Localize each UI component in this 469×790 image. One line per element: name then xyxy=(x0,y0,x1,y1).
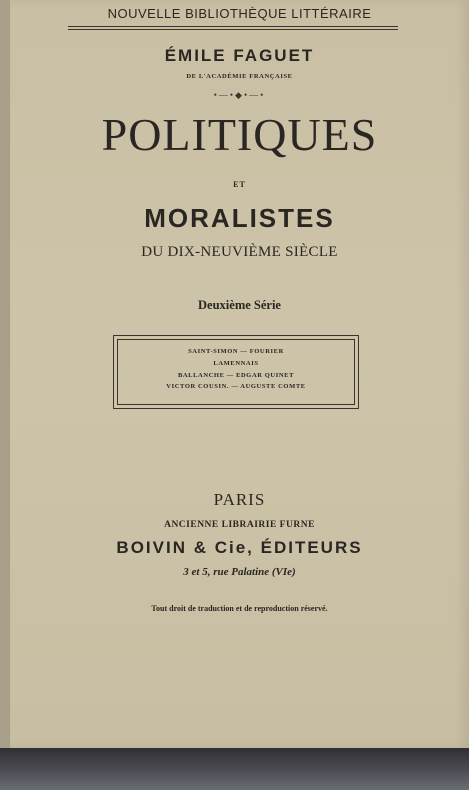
contents-box xyxy=(113,335,359,409)
title-conjunction: ET xyxy=(233,180,246,189)
title-main: POLITIQUES xyxy=(101,109,378,160)
imprint-address: 3 et 5, rue Palatine (VIe) xyxy=(183,566,296,578)
imprint-publisher: BOIVIN & Cie, ÉDITEURS xyxy=(116,538,363,557)
volume-label: Deuxième Série xyxy=(198,298,281,312)
contents-line: BALLANCHE — EDGAR QUINET xyxy=(177,372,295,379)
contents-line: LAMENNAIS xyxy=(213,360,259,367)
rights-notice: Tout droit de traduction et de reproduction réservé. xyxy=(151,604,328,613)
header-rule-double xyxy=(68,29,398,30)
author-affiliation: DE L'ACADÉMIE FRANÇAISE xyxy=(186,73,293,80)
imprint-city: PARIS xyxy=(213,490,266,509)
contents-line: SAINT-SIMON — FOURIER xyxy=(188,348,284,355)
ornament-divider: •—•◆•—• xyxy=(213,90,266,100)
title-subtitle: DU DIX-NEUVIÈME SIÈCLE xyxy=(141,244,338,260)
book-edge xyxy=(0,0,10,748)
background-surface xyxy=(0,748,469,790)
author-name: ÉMILE FAGUET xyxy=(164,46,315,65)
series-name: NOUVELLE BIBLIOTHÈQUE LITTÉRAIRE xyxy=(107,6,372,21)
title-page xyxy=(10,0,469,748)
contents-line: VICTOR COUSIN. — AUGUSTE COMTE xyxy=(166,383,306,390)
imprint-library: ANCIENNE LIBRAIRIE FURNE xyxy=(164,520,315,530)
title-second: MORALISTES xyxy=(144,203,335,233)
header-rule xyxy=(68,26,398,27)
